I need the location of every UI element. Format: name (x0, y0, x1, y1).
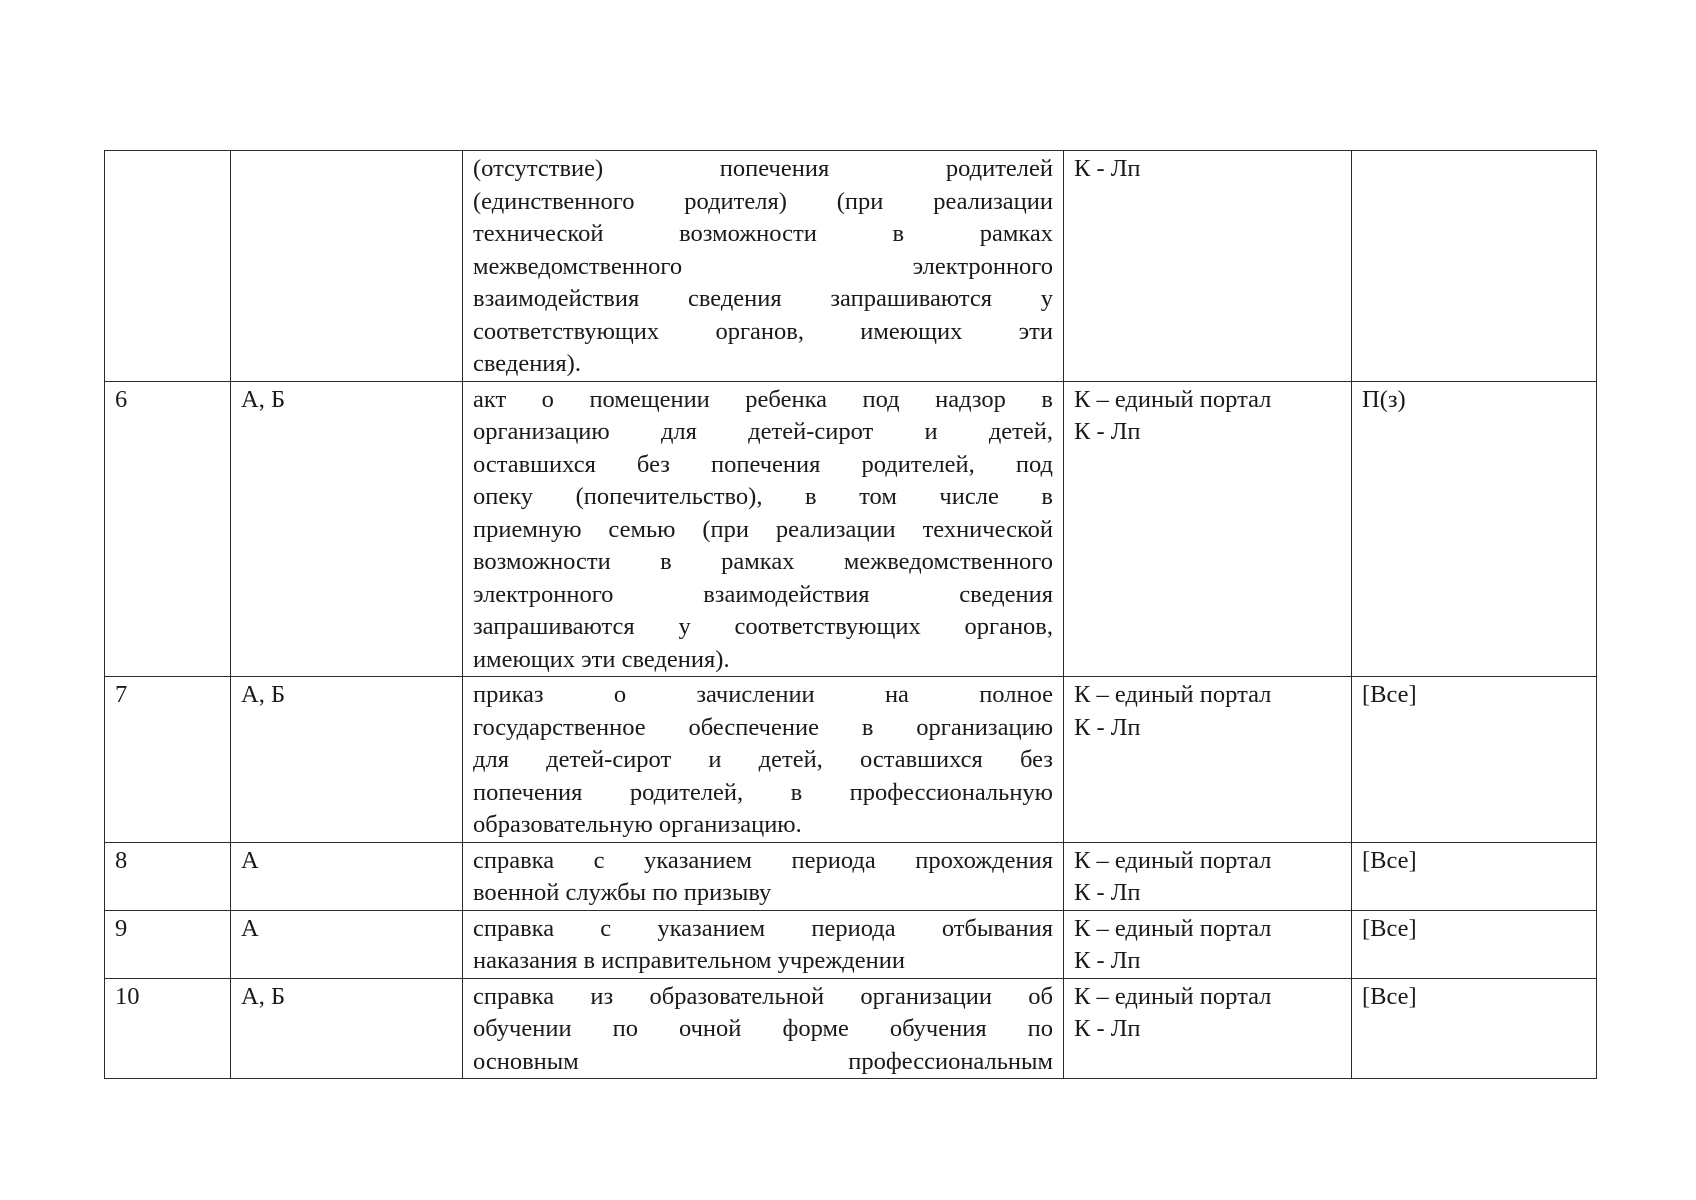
row-number: 6 (115, 385, 128, 413)
row-number: 9 (115, 914, 128, 942)
submission-method-line: К - Лп (1074, 1015, 1141, 1042)
description-line: образовательную организацию. (473, 811, 802, 838)
mark-cell (1352, 151, 1597, 382)
table-row (105, 677, 1597, 843)
applicant-group-cell (231, 381, 463, 677)
description-line: справка с указанием периода прохождения (473, 846, 1053, 874)
mark: [Все] (1362, 846, 1417, 874)
applicant-group: А (241, 846, 259, 874)
description-line: (отсутствие) попечения родителей (473, 155, 1053, 182)
description-line: основным профессиональным (473, 1047, 1053, 1075)
description-line: межведомственного электронного (473, 252, 1053, 280)
description-line: электронного взаимодействия сведения (473, 580, 1053, 608)
submission-method-line: К - Лп (1074, 713, 1141, 741)
submission-method-line: К – единый портал (1074, 385, 1272, 413)
row-number: 10 (115, 982, 140, 1010)
submission-method-cell (1064, 677, 1352, 843)
submission-method-line: К – единый портал (1074, 846, 1272, 874)
submission-method-line: К - Лп (1074, 879, 1141, 906)
mark-cell (1352, 910, 1597, 978)
description-line: взаимодействия сведения запрашиваются у (473, 285, 1053, 312)
mark: [Все] (1362, 681, 1417, 708)
submission-method-line: К – единый портал (1074, 681, 1272, 708)
description-line: попечения родителей, в профессиональную (473, 778, 1053, 806)
applicant-group-cell (231, 151, 463, 382)
mark-cell (1352, 842, 1597, 910)
description-line: запрашиваются у соответствующих органов, (473, 613, 1053, 640)
submission-method-cell (1064, 978, 1352, 1079)
description-line: возможности в рамках межведомственного (473, 548, 1053, 575)
row-number: 8 (115, 846, 128, 874)
submission-method-cell (1064, 842, 1352, 910)
applicant-group: А, Б (241, 385, 286, 413)
document-description-cell (463, 910, 1064, 978)
description-line: справка из образовательной организации об (473, 982, 1053, 1010)
applicant-group-cell (231, 910, 463, 978)
document-description-cell (463, 151, 1064, 382)
submission-method-line: К - Лп (1074, 418, 1141, 445)
description-line: организацию для детей-сирот и детей, (473, 418, 1053, 445)
submission-method-line: К - Лп (1074, 947, 1141, 974)
row-number-cell (105, 381, 231, 677)
document-description-cell (463, 381, 1064, 677)
row-number: 7 (115, 681, 128, 708)
document-description-cell (463, 978, 1064, 1079)
document-table (104, 150, 1597, 1079)
table-row (105, 381, 1597, 677)
description-line: государственное обеспечение в организацию (473, 713, 1053, 741)
table-row (105, 910, 1597, 978)
applicant-group: А (241, 914, 259, 942)
description-line: для детей-сирот и детей, оставшихся без (473, 746, 1053, 773)
mark-cell (1352, 677, 1597, 843)
description-line: оставшихся без попечения родителей, под (473, 450, 1053, 478)
mark: П(з) (1362, 385, 1406, 413)
table-row (105, 151, 1597, 382)
applicant-group-cell (231, 978, 463, 1079)
row-number-cell (105, 978, 231, 1079)
applicant-group: А, Б (241, 681, 286, 708)
table-body (105, 151, 1597, 1079)
applicant-group-cell (231, 842, 463, 910)
mark: [Все] (1362, 982, 1417, 1010)
row-number-cell (105, 677, 231, 843)
row-number-cell (105, 151, 231, 382)
table-row (105, 842, 1597, 910)
document-description-cell (463, 677, 1064, 843)
row-number-cell (105, 910, 231, 978)
description-line: приказ о зачислении на полное (473, 681, 1053, 708)
description-line: соответствующих органов, имеющих эти (473, 317, 1053, 345)
description-line: обучении по очной форме обучения по (473, 1015, 1053, 1042)
description-line: акт о помещении ребенка под надзор в (473, 385, 1053, 413)
description-line: (единственного родителя) (при реализации (473, 187, 1053, 215)
applicant-group-cell (231, 677, 463, 843)
description-line: приемную семью (при реализации технической (473, 515, 1053, 543)
submission-method-line: К – единый портал (1074, 982, 1272, 1010)
description-line: опеку (попечительство), в том числе в (473, 483, 1053, 510)
description-line: наказания в исправительном учреждении (473, 947, 905, 974)
submission-method-line: К - Лп (1074, 155, 1141, 182)
submission-method-line: К – единый портал (1074, 914, 1272, 942)
applicant-group: А, Б (241, 982, 286, 1010)
mark: [Все] (1362, 914, 1417, 942)
table-row (105, 978, 1597, 1079)
description-line: сведения). (473, 350, 581, 377)
mark-cell (1352, 381, 1597, 677)
mark-cell (1352, 978, 1597, 1079)
row-number-cell (105, 842, 231, 910)
description-line: военной службы по призыву (473, 879, 772, 906)
document-description-cell (463, 842, 1064, 910)
submission-method-cell (1064, 151, 1352, 382)
description-line: справка с указанием периода отбывания (473, 914, 1053, 942)
description-line: технической возможности в рамках (473, 220, 1053, 247)
submission-method-cell (1064, 381, 1352, 677)
description-line: имеющих эти сведения). (473, 645, 730, 673)
submission-method-cell (1064, 910, 1352, 978)
